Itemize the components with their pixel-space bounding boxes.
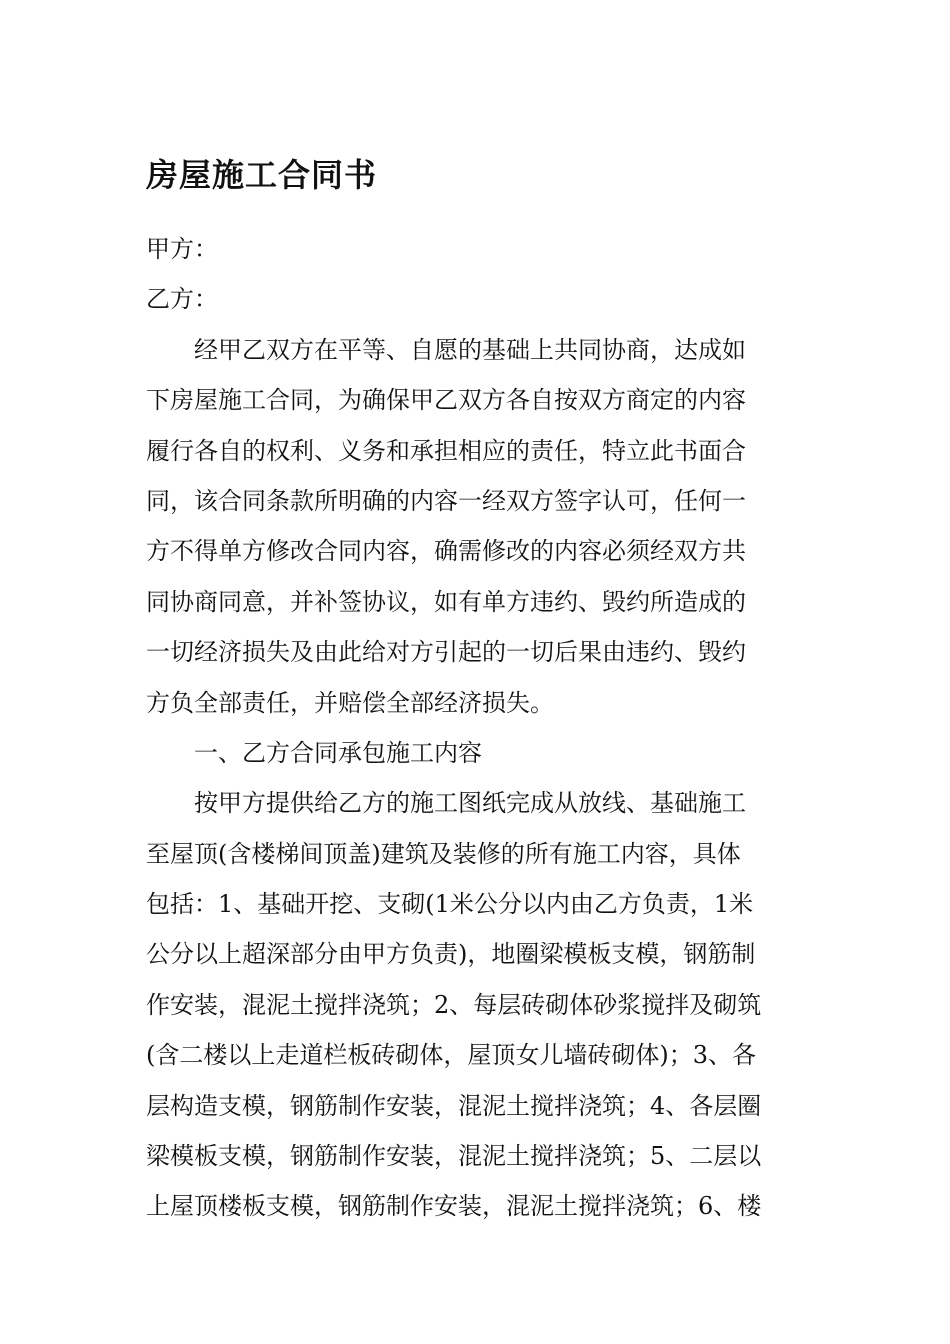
party-b-label: 乙方： xyxy=(146,285,218,314)
text-line: 上屋顶楼板支模，钢筋制作安装，混泥土搅拌浇筑；6、楼 xyxy=(146,1192,762,1221)
text-line: 至屋顶(含楼梯间顶盖)建筑及装修的所有施工内容，具体 xyxy=(146,839,741,868)
text-line: 下房屋施工合同，为确保甲乙双方各自按双方商定的内容 xyxy=(146,386,746,415)
text-line: 方负全部责任，并赔偿全部经济损失。 xyxy=(146,688,554,717)
text-line: 包括：1、基础开挖、支砌(1米公分以内由乙方负责，1米 xyxy=(146,890,754,919)
text-line: 同，该合同条款所明确的内容一经双方签字认可，任何一 xyxy=(146,486,746,515)
text-line: 履行各自的权利、义务和承担相应的责任，特立此书面合 xyxy=(146,436,746,465)
text-line: 方不得单方修改合同内容，确需修改的内容必须经双方共 xyxy=(146,537,746,566)
text-line: 层构造支模，钢筋制作安装，混泥土搅拌浇筑；4、各层圈 xyxy=(146,1091,762,1120)
text-line: 经甲乙双方在平等、自愿的基础上共同协商，达成如 xyxy=(194,335,746,364)
text-line: 公分以上超深部分由甲方负责)，地圈梁模板支模，钢筋制 xyxy=(146,940,756,969)
contract-text xyxy=(146,325,808,1232)
document-title: 房屋施工合同书 xyxy=(146,156,378,194)
text-line: 按甲方提供给乙方的施工图纸完成从放线、基础施工 xyxy=(194,789,746,818)
text-line: 作安装，混泥土搅拌浇筑；2、每层砖砌体砂浆搅拌及砌筑 xyxy=(146,990,762,1019)
text-line: 一、乙方合同承包施工内容 xyxy=(194,738,482,767)
text-line: 同协商同意，并补签协议，如有单方违约、毁约所造成的 xyxy=(146,587,746,616)
text-line: (含二楼以上走道栏板砖砌体，屋顶女儿墙砖砌体)；3、各 xyxy=(146,1041,756,1070)
document-body xyxy=(146,224,808,1232)
text-line: 一切经济损失及由此给对方引起的一切后果由违约、毁约 xyxy=(146,638,746,667)
party-a-label: 甲方： xyxy=(146,235,218,263)
text-line: 梁模板支模，钢筋制作安装，混泥土搅拌浇筑；5、二层以 xyxy=(146,1142,762,1171)
